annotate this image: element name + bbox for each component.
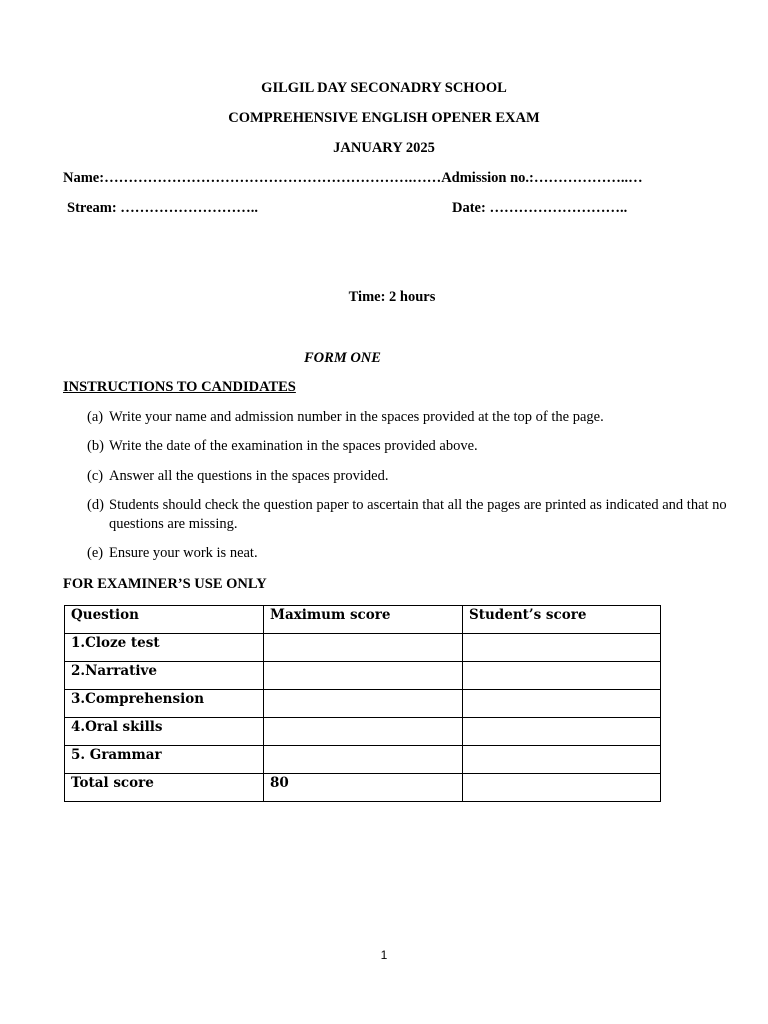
instruction-text: Write the date of the examination in the spaces provided above.	[109, 438, 478, 454]
student-score-cell	[463, 718, 661, 746]
max-score-cell	[264, 718, 463, 746]
question-cell: 5. Grammar	[65, 746, 264, 774]
column-header: Maximum score	[264, 606, 463, 634]
max-score-cell: 80	[264, 774, 463, 802]
page-number: 1	[380, 948, 388, 962]
table-row	[65, 746, 661, 774]
student-score-cell	[463, 774, 661, 802]
instruction-text: Answer all the questions in the spaces provided.	[109, 468, 389, 484]
question-cell: 2.Narrative	[65, 662, 264, 690]
instruction-text: Students should check the question paper to ascertain that all the pages are printed as indicated and that no questions are missing.	[109, 497, 727, 532]
student-score-cell	[463, 690, 661, 718]
instruction-text: Write your name and admission number in the spaces provided at the top of the page.	[109, 409, 604, 425]
instruction-marker: (b)	[87, 438, 104, 454]
table-header-row	[65, 606, 661, 634]
exam-time: Time: 2 hours	[348, 289, 436, 305]
student-score-cell	[463, 634, 661, 662]
question-cell: 1.Cloze test	[65, 634, 264, 662]
instruction-item	[87, 544, 727, 563]
table-row	[65, 690, 661, 718]
question-cell: Total score	[65, 774, 264, 802]
column-header: Student’s score	[463, 606, 661, 634]
instruction-item	[87, 467, 727, 486]
instruction-marker: (c)	[87, 468, 104, 484]
table-row	[65, 634, 661, 662]
max-score-cell	[264, 690, 463, 718]
max-score-cell	[264, 634, 463, 662]
question-cell: 4.Oral skills	[65, 718, 264, 746]
table-row	[65, 718, 661, 746]
instruction-marker: (d)	[87, 497, 104, 513]
form-level: FORM ONE	[304, 350, 381, 366]
instruction-text: Ensure your work is neat.	[109, 545, 258, 561]
instruction-marker: (e)	[87, 545, 104, 561]
student-score-cell	[463, 662, 661, 690]
examiner-title: FOR EXAMINER’S USE ONLY	[63, 576, 267, 592]
question-cell: 3.Comprehension	[65, 690, 264, 718]
max-score-cell	[264, 746, 463, 774]
instruction-marker: (a)	[87, 409, 104, 425]
column-header: Question	[65, 606, 264, 634]
instruction-item	[87, 408, 727, 427]
instructions-title: INSTRUCTIONS TO CANDIDATES	[63, 379, 296, 395]
instruction-item	[87, 496, 727, 534]
stream-field: Stream: ………………………..	[67, 200, 259, 216]
school-name: GILGIL DAY SECONADRY SCHOOL	[261, 80, 507, 96]
table-row	[65, 662, 661, 690]
exam-title: COMPREHENSIVE ENGLISH OPENER EXAM	[228, 110, 540, 126]
max-score-cell	[264, 662, 463, 690]
exam-date: JANUARY 2025	[333, 140, 435, 156]
date-field: Date: ………………………..	[452, 200, 628, 216]
name-admission-field: Name:……………………………………………………….……Admission no.:………………..…	[63, 170, 643, 186]
table-row	[65, 774, 661, 802]
score-table	[64, 605, 661, 802]
student-score-cell	[463, 746, 661, 774]
instruction-item	[87, 437, 727, 456]
